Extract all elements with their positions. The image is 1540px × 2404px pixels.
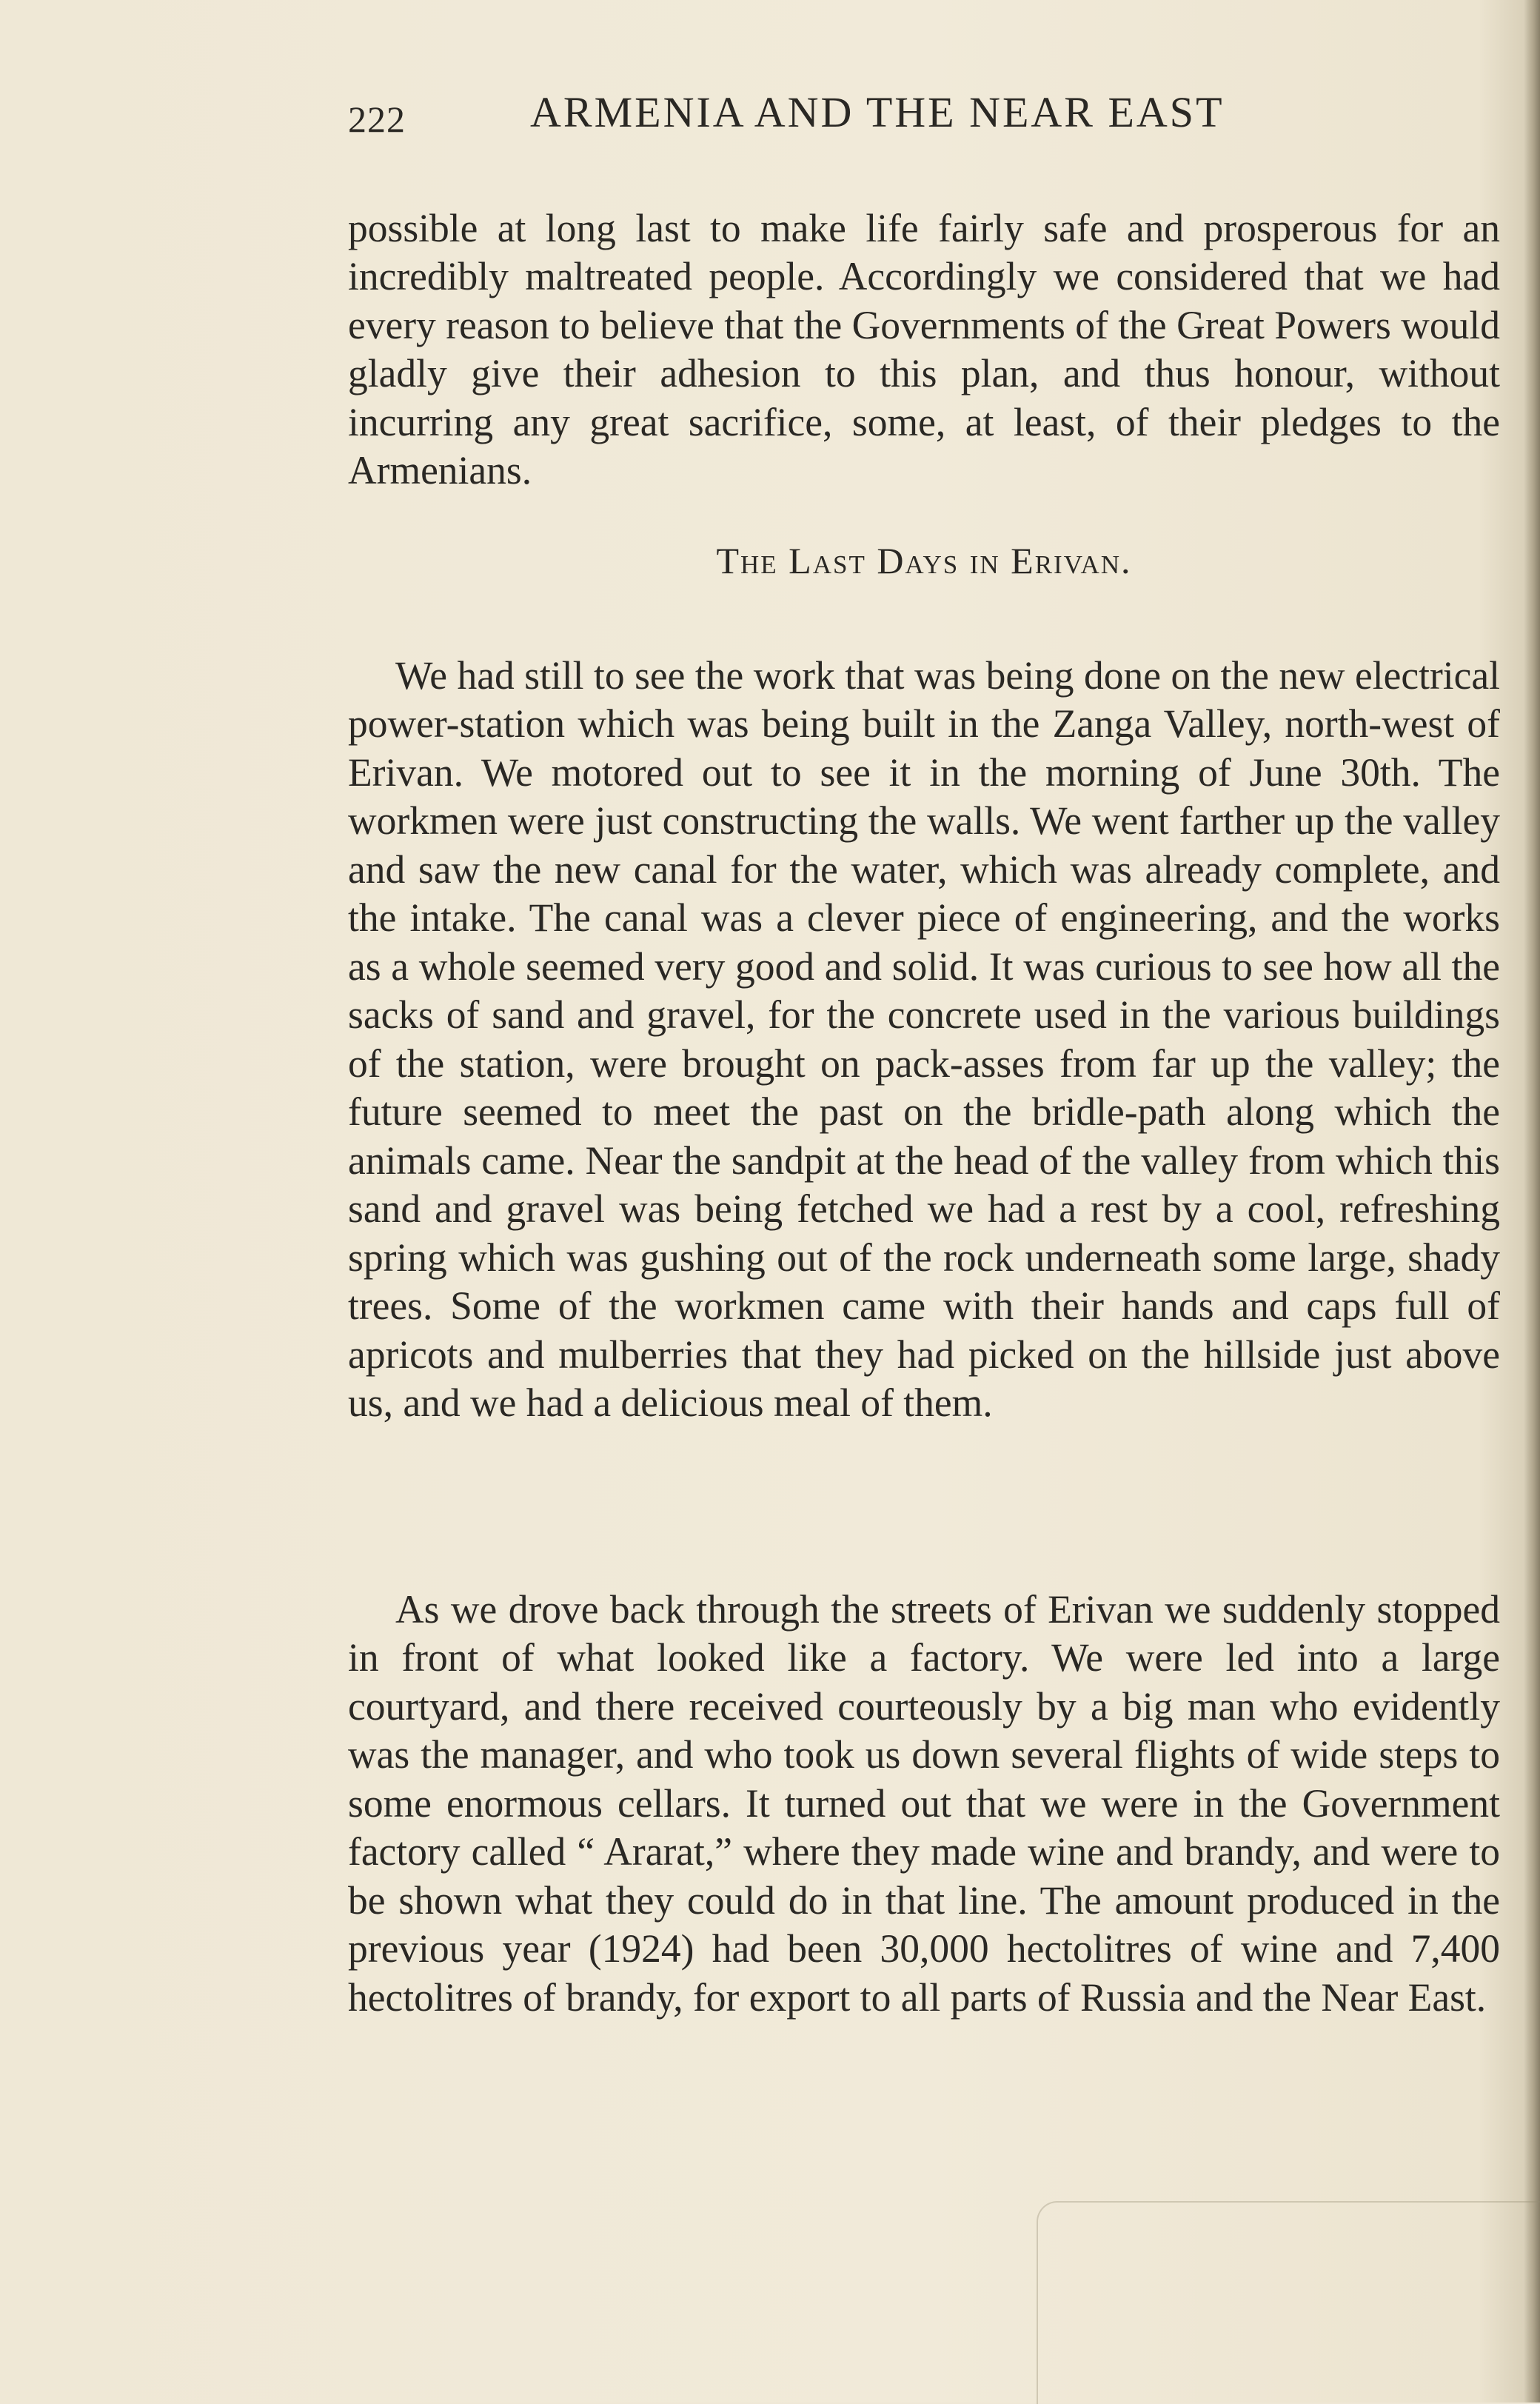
running-head xyxy=(348,87,1340,154)
page-number: 222 xyxy=(348,99,406,140)
paper-crease xyxy=(1037,2201,1540,2404)
paragraph-zanga-valley xyxy=(348,612,1500,1467)
section-heading: The Last Days in Erivan. xyxy=(716,540,1132,581)
paragraph-continued xyxy=(348,164,1500,535)
paragraph-ararat-factory xyxy=(348,1546,1500,2062)
running-title: ARMENIA AND THE NEAR EAST xyxy=(530,88,1225,136)
page-edge-shadow xyxy=(1524,0,1540,2403)
paragraph-text: As we drove back through the streets of Erivan we suddenly stopped in front of what looked like a factory. We were led into a large courtyard, and there received courteously by a big man who evidently was the manager, and who took us down several flights of wide steps to some enormous cellars. It turned out that we were in the Government factory called “ Ararat,” where they made wine and brandy, and were to be shown what they could do in that line. The amount produced in the previous year (1924) had been 30,000 hectolitres of wine and 7,400 hectolitres of brandy, for export to all parts of Russia and the Near East. xyxy=(348,1586,1500,2020)
paragraph-text: We had still to see the work that was being done on the new electrical power-station which was being built in the Zanga Valley, north-west of Erivan. We motored out to see it in the morning of June 30th. The workmen were just constructing the walls. We went farther up the valley and saw the new canal for the water, which was already complete, and the intake. The canal was a clever piece of engineering, and the works as a whole seemed very good and solid. It was curious to see how all the sacks of sand and gravel, for the concrete used in the various buildings of the station, were brought on pack-asses from far up the valley; the future seemed to meet the past on the bridle-path along which the animals came. Near the sandpit at the head of the valley from which this sand and gravel was being fetched we had a rest by a cool, refreshing spring which was gushing out of the rock underneath some large, shady trees. Some of the workmen came with their hands and caps full of apricots and mulberries that they had picked on the hillside just above us, and we had a delicious meal of them. xyxy=(348,652,1500,1425)
paragraph-text: possible at long last to make life fairly safe and prosperous for an incredibly maltreated people. Accordingly we considered that we had every reason to believe that the Governments of the Great Powers would gladly give their adhesion to this plan, and thus honour, without incurring any great sacrifice, some, at least, of their pledges to the Armenians. xyxy=(348,205,1500,493)
